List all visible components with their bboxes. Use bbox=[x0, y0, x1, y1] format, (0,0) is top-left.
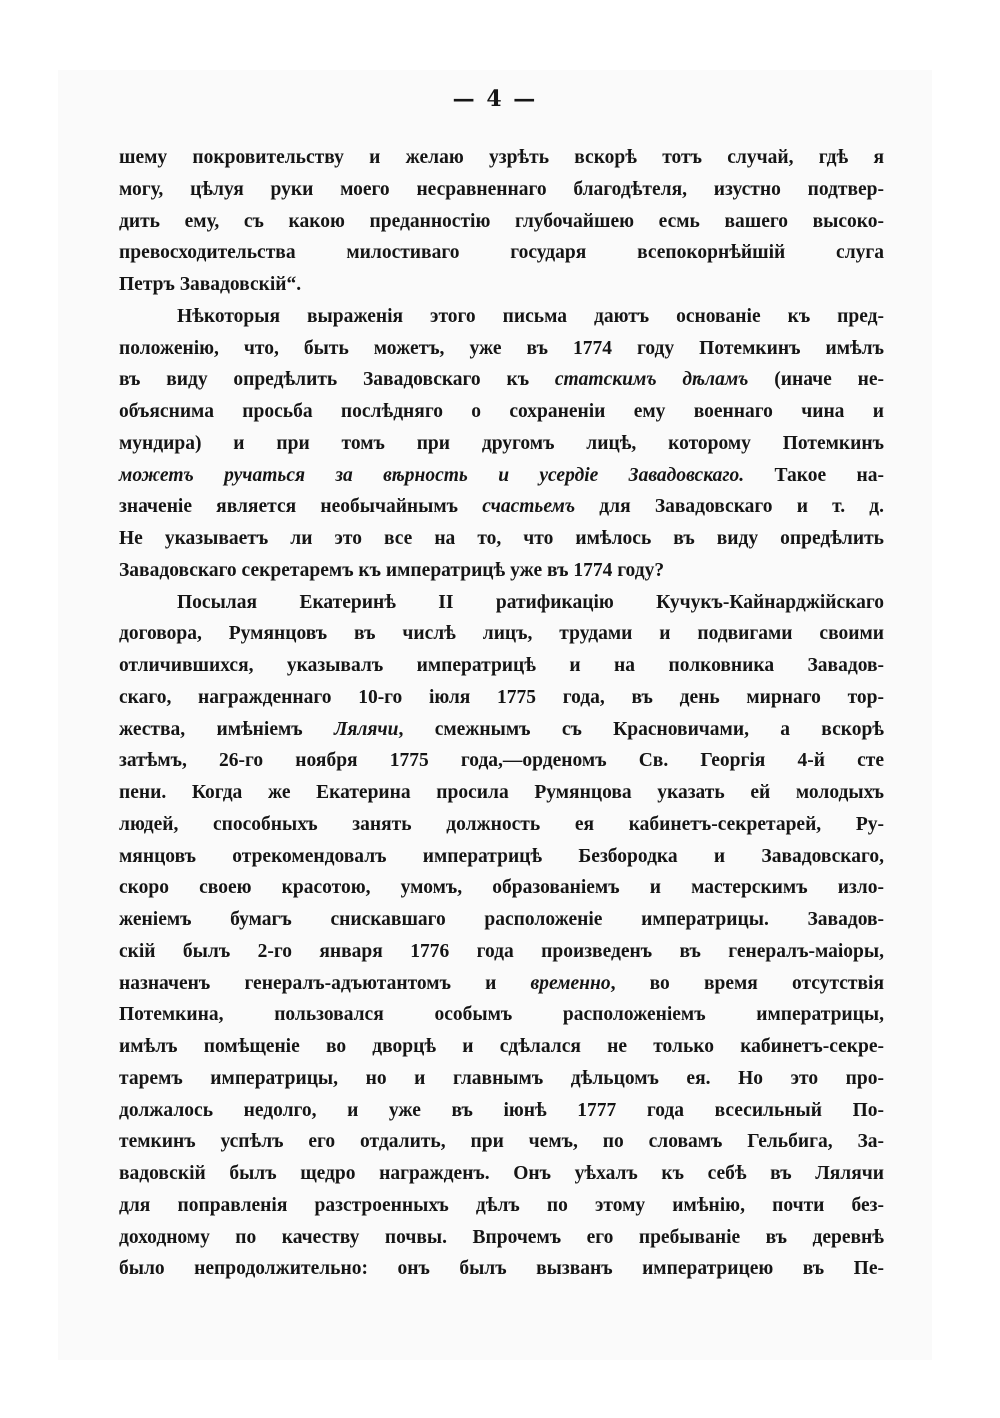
text-line: объяснима просьба послѣдняго о сохраненіи ему военнаго чина и bbox=[119, 401, 884, 422]
text-line: было непродолжительно: онъ былъ вызванъ императрицею въ Пе- bbox=[119, 1258, 884, 1280]
text-line: шему покровительству и желаю узрѣть вскорѣ тотъ случай, гдѣ я bbox=[119, 147, 884, 168]
italic-phrase: Лялячи bbox=[333, 718, 399, 740]
italic-phrase: можетъ ручаться за вѣрность и усердіе Завадовскаго. bbox=[119, 464, 745, 486]
text-line: Потемкина, пользовался особымъ расположеніемъ императрицы, bbox=[119, 1004, 884, 1026]
italic-phrase: статскимъ дѣламъ bbox=[554, 369, 749, 391]
book-page bbox=[58, 70, 932, 1360]
text-line: дить ему, съ какою преданностію глубочайшею есмь вашего высоко- bbox=[119, 210, 884, 232]
text-line: имѣлъ помѣщеніе во дворцѣ и сдѣлался не только кабинетъ-секре- bbox=[119, 1036, 884, 1057]
text-line: должалось недолго, и уже въ іюнѣ 1777 года всесильный По- bbox=[119, 1099, 884, 1121]
text-line: женіемъ бумагъ снискавшаго расположеніе императрицы. Завадов- bbox=[119, 909, 884, 930]
text-line: могу, цѣлуя руки моего несравненнаго благодѣтеля, изустно подтвер- bbox=[119, 178, 884, 200]
paragraph bbox=[119, 301, 884, 587]
text-line: положенію, что, быть можетъ, уже въ 1774 году Потемкинъ имѣлъ bbox=[119, 337, 884, 359]
text-line: назначенъ генералъ-адъютантомъ и временно, во время отсутствія bbox=[119, 972, 884, 994]
paragraph bbox=[119, 587, 884, 1286]
italic-phrase: временно bbox=[530, 972, 611, 994]
text-line: въ виду опредѣлить Завадовскаго къ статскимъ дѣламъ (иначе не- bbox=[119, 369, 884, 391]
page-number: — 4 — bbox=[452, 86, 538, 112]
text-line: Не указываетъ ли это все на то, что имѣлось въ виду опредѣлить bbox=[119, 528, 884, 549]
body-text bbox=[119, 142, 884, 1285]
text-line: таремъ императрицы, но и главнымъ дѣльцомъ ея. Но это про- bbox=[119, 1067, 884, 1089]
text-line: Посылая Екатеринѣ II ратификацію Кучукъ-Кайнарджійскаго bbox=[177, 591, 884, 613]
text-line: темкинъ успѣлъ его отдалить, при чемъ, по словамъ Гельбига, За- bbox=[119, 1131, 884, 1153]
text-line: скоро своею красотою, умомъ, образованіемъ и мастерскимъ изло- bbox=[119, 877, 884, 899]
text-line: пени. Когда же Екатерина просила Румянцова указать ей молодыхъ bbox=[119, 782, 884, 803]
text-line: мундира) и при томъ при другомъ лицѣ, которому Потемкинъ bbox=[119, 432, 884, 454]
italic-phrase: счастьемъ bbox=[482, 496, 576, 518]
text-line: можетъ ручаться за вѣрность и усердіе Завадовскаго. Такое на- bbox=[119, 464, 884, 486]
text-line: Завадовскаго секретаремъ къ императрицѣ уже въ 1774 году? bbox=[119, 559, 665, 581]
text-line: Нѣкоторыя выраженія этого письма даютъ основаніе къ пред- bbox=[177, 305, 884, 327]
text-line: жества, имѣніемъ Лялячи, смежнымъ съ Красновичами, а вскорѣ bbox=[119, 718, 884, 740]
text-line: вадовскій былъ щедро награжденъ. Онъ уѣхалъ къ себѣ въ Лялячи bbox=[119, 1163, 884, 1184]
text-line: скій былъ 2-го января 1776 года произведенъ въ генералъ-маіоры, bbox=[119, 940, 884, 962]
text-line: мянцовъ отрекомендовалъ императрицѣ Безбородка и Завадовскаго, bbox=[119, 845, 884, 867]
text-line: людей, способныхъ занять должность ея кабинетъ-секретарей, Ру- bbox=[119, 813, 884, 835]
text-line: Петръ Завадовскій“. bbox=[119, 274, 302, 295]
text-line: доходному по качеству почвы. Впрочемъ его пребываніе въ деревнѣ bbox=[119, 1226, 884, 1248]
text-line: затѣмъ, 26-го ноября 1775 года,—орденомъ Св. Георгія 4-й сте bbox=[119, 750, 884, 772]
text-line: договора, Румянцовъ въ числѣ лицъ, трудами и подвигами своими bbox=[119, 623, 884, 645]
paragraph bbox=[119, 142, 884, 301]
text-line: скаго, награжденнаго 10-го іюля 1775 года, въ день мирнаго тор- bbox=[119, 686, 884, 708]
text-line: превосходительства милостиваго государя всепокорнѣйшій слуга bbox=[119, 242, 884, 264]
text-line: значеніе является необычайнымъ счастьемъ для Завадовскаго и т. д. bbox=[119, 496, 884, 518]
text-line: для поправленія разстроенныхъ дѣлъ по этому имѣнію, почти без- bbox=[119, 1194, 884, 1216]
text-line: отличившихся, указывалъ императрицѣ и на полковника Завадов- bbox=[119, 655, 884, 676]
